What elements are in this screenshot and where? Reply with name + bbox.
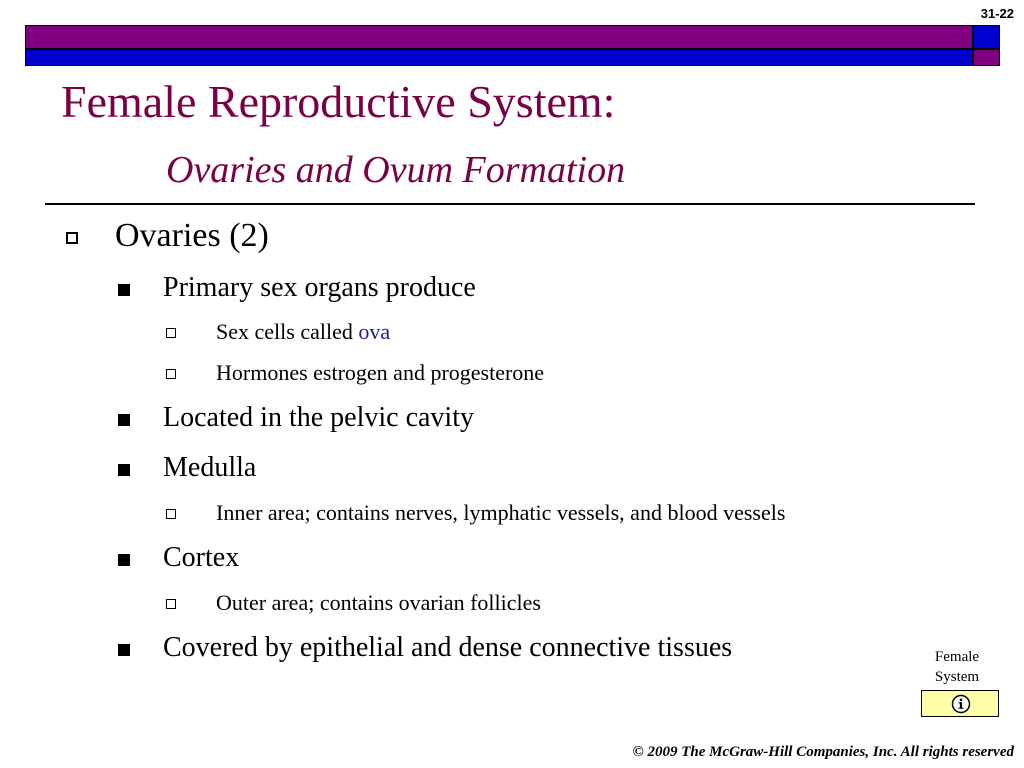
female-system-info-button[interactable] [921,690,999,717]
header-band-purple [25,25,973,49]
info-icon [951,694,971,714]
bullet-hollow-square-icon [66,232,78,244]
female-system-label [922,647,992,687]
slide-number: 31-22 [980,6,1014,21]
bullet-hormones: Hormones estrogen and progesterone [216,360,545,385]
bullet-solid-square-icon [118,464,130,476]
bullet-located: Located in the pelvic cavity [163,402,474,433]
bullet-sex-cells [216,319,390,345]
bullet-ovaries: Ovaries (2) [115,217,269,254]
bullet-hollow-square-icon [166,328,176,338]
bullet-primary-organs: Primary sex organs produce [163,272,476,303]
bullet-solid-square-icon [118,284,130,296]
bullet-hollow-square-icon [166,369,176,379]
bullet-hollow-square-icon [166,509,176,519]
header-band [25,25,1000,67]
bullet-medulla: Medulla [163,452,257,483]
title-divider [45,203,975,205]
bullet-solid-square-icon [118,644,130,656]
slide-subtitle: Ovaries and Ovum Formation [166,149,626,191]
copyright-footer: © 2009 The McGraw-Hill Companies, Inc. All rights reserved [632,744,1014,760]
bullet-solid-square-icon [118,414,130,426]
slide-title: Female Reproductive System: [61,76,616,127]
term-ova: ova [358,319,391,344]
header-corner-blue [973,25,1000,49]
bullet-medulla-desc: Inner area; contains nerves, lymphatic vessels, and blood vessels [216,500,786,525]
bullet-hollow-square-icon [166,599,176,609]
bullet-cortex-desc: Outer area; contains ovarian follicles [216,590,541,615]
header-band-blue [25,49,973,66]
female-system-label-line1: Female [934,649,980,665]
bullet-covered: Covered by epithelial and dense connective tissues [163,632,733,663]
sex-cells-text: Sex cells called [216,319,359,344]
bullet-solid-square-icon [118,554,130,566]
female-system-label-line2: System [934,669,980,685]
header-corner-purple [973,49,1000,66]
bullet-cortex: Cortex [163,542,240,573]
